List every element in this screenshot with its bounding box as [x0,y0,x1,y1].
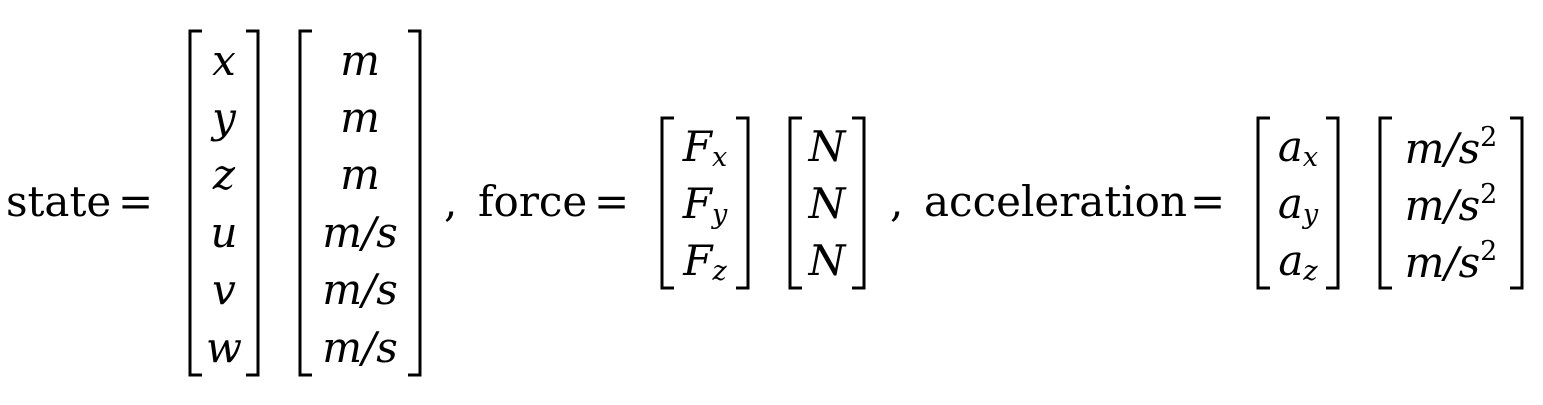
state-vector-entry: y [212,93,236,142]
force-vector-entry: $F_z$ [683,236,727,287]
state-vector-entry: z [212,150,236,199]
state-equals-sign: = [118,177,154,226]
state-units-entry: m/s [322,323,398,372]
state-units-entry: m [340,93,380,142]
force-units-entry: N [808,236,846,285]
acceleration-label: acceleration [924,177,1187,226]
acceleration-vector-entry: $a_x$ [1277,122,1319,173]
acceleration-equals-sign: = [1190,177,1226,226]
force-units-entry: N [808,122,846,171]
comma-separator: , [444,177,458,226]
comma-separator: , [890,177,904,226]
state-units-entry: m/s [322,265,398,314]
state-units-entry: m/s [322,208,398,257]
state-vector-entry: x [212,36,236,85]
acceleration-units-entry: $m/s^2$ [1404,236,1498,287]
state-label: state [6,177,112,226]
force-vector-entry: $F_y$ [682,179,728,230]
state-units-entry: m [340,36,380,85]
state-vector-entry: w [206,323,242,372]
force-units-entry: N [808,179,846,228]
acceleration-units-entry: $m/s^2$ [1404,179,1498,230]
force-equals-sign: = [594,177,630,226]
acceleration-units-entry: $m/s^2$ [1404,122,1498,173]
force-vector-entry: $F_x$ [682,122,728,173]
acceleration-vector-entry: $a_y$ [1277,179,1319,230]
state-vector-entry: v [212,265,236,314]
state-vector-entry: u [210,208,238,257]
acceleration-vector-entry: $a_z$ [1278,236,1318,287]
force-label: force [478,177,588,226]
state-units-entry: m [340,150,380,199]
